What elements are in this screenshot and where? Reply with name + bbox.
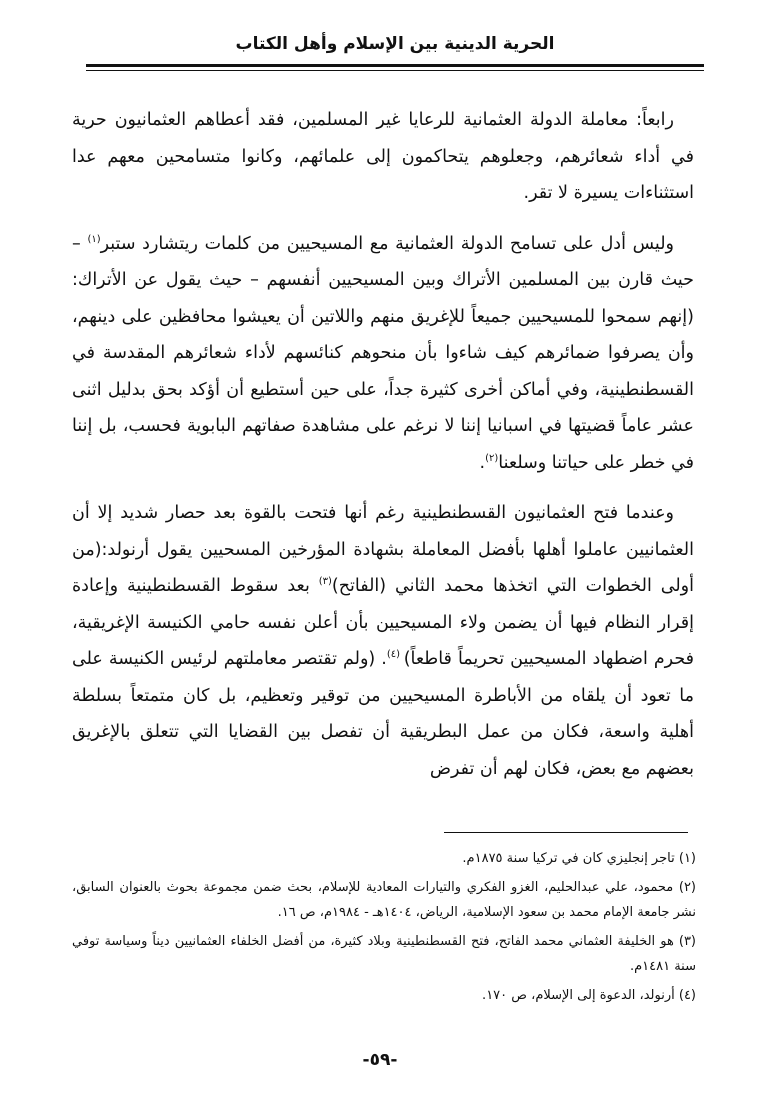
footnote-ref-2: (٢) [485, 452, 499, 464]
paragraph-2-text-c: . [479, 452, 486, 473]
paragraph-3-text-a: وعندما فتح العثمانيون القسطنطينية رغم أنها فتحت بالقوة بعد حصار شديد إلا أن العثمانيين عاملوا أهلها بأفضل المعاملة بشهادة المؤرخين المسحيين يقول أرنولد:(من أولى الخطوات التي اتخذها محمد الثاني (الفاتح) [72, 503, 694, 596]
paragraph-2 [72, 226, 694, 482]
footnote-1: (١) تاجر إنجليزي كان في تركيا سنة ١٨٧٥م. [462, 851, 696, 866]
paragraph-3-text-c: . (ولم تقتصر معاملتهم لرئيس الكنيسة على ما تعود أن يلقاه من الأباطرة المسيحيين من توقير وتعظيم، بل كان متمتعاً بسلطة أهلية واسعة، فكان من عمل البطريقية أن تفصل بين القضايا التي تتعلق بالإغريق بعضهم مع بعض، فكان لهم أن تفرض [72, 649, 694, 779]
header-rule-thin [86, 70, 704, 71]
main-text [72, 102, 694, 801]
paragraph-2-text-a: وليس أدل على تسامح الدولة العثمانية مع المسيحيين من كلمات ريتشارد ستبر [100, 233, 674, 254]
header-rule [86, 64, 704, 67]
footnote-separator [444, 832, 688, 833]
paragraph-3 [72, 495, 694, 787]
paragraph-3-text-b: بعد سقوط القسطنطينية وإعادة إقرار النظام فيها أن يضمن ولاء المسيحيين بأن أعلن نفسه حامي الكنيسة الإغريقية، فحرم اضطهاد المسيحيين تحريماً قاطعاً) [72, 576, 694, 669]
footnote-ref-4: (٤) [386, 649, 404, 661]
footnote-4: (٤) أرنولد، الدعوة إلى الإسلام، ص ١٧٠. [482, 988, 696, 1003]
paragraph-1: رابعاً: معاملة الدولة العثمانية للرعايا غير المسلمين، فقد أعطاهم العثمانيون حرية في أداء شعائرهم، وجعلوهم يتحاكمون إلى علمائهم، وكانوا متسامحين معهم عدا استثناءات يسيرة لا تقر. [72, 110, 694, 203]
footnote-ref-3: (٣) [318, 576, 332, 588]
footnote-2: (٢) محمود، علي عبدالحليم، الغزو الفكري والتيارات المعادية للإسلام، بحث ضمن مجموعة بحوث بالعنوان السابق، نشر جامعة الإمام محمد بن سعود الإسلامية، الرياض، ١٤٠٤هـ - ١٩٨٤م، ص ١٦. [72, 880, 696, 920]
page-number: -٥٩- [362, 1050, 398, 1070]
footnote-3: (٣) هو الخليفة العثماني محمد الفاتح، فتح القسطنطينية وبلاد كثيرة، من أفضل الخلفاء العثمانيين ديناً وسياسة توفي سنة ١٤٨١م. [72, 934, 696, 974]
footnotes [72, 846, 696, 1012]
footnote-ref-1: (١) [87, 233, 101, 245]
paragraph-2-text-b: – حيث قارن بين المسلمين الأتراك وبين المسيحيين أنفسهم – حيث يقول عن الأتراك: (إنهم سمحوا للمسيحيين جميعاً للإغريق منهم واللاتين أن يعيشوا محافظين على دينهم، وأن يصرفوا ضمائرهم كيف شاءوا بأن منحوهم كنائسهم لأداء شعائرهم المقدسة في القسطنطينية، وفي أماكن أخرى كثيرة جداً، على حين أستطيع أن أؤكد بحق بدليل اثنى عشر عاماً قضيتها في اسبانيا إننا لا نرغم على مشاهدة صفاتهم البابوية فحسب، بل إننا في خطر على حياتنا وسلعنا [72, 233, 694, 473]
running-header: الحرية الدينية بين الإسلام وأهل الكتاب [235, 34, 555, 54]
